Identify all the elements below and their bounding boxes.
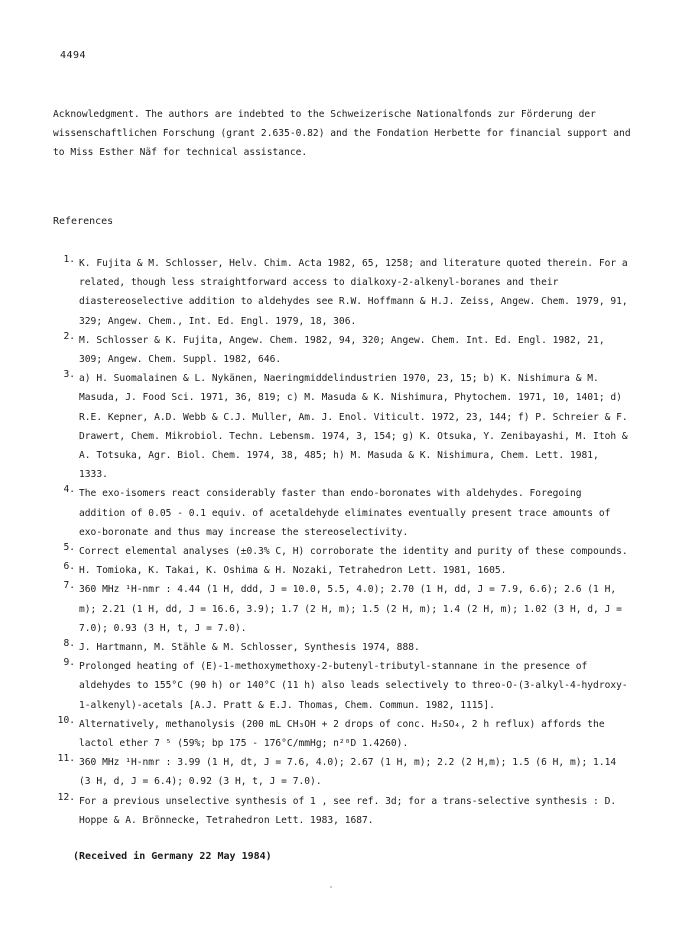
reference-number: 9. — [63, 657, 75, 669]
reference-item — [53, 638, 633, 657]
reference-text: H. Tomioka, K. Takai, K. Oshima & H. Nozaki, Tetrahedron Lett. 1981, 1605. — [79, 565, 507, 577]
reference-number: 10. — [57, 714, 75, 726]
reference-number: 11. — [57, 753, 75, 765]
reference-text: K. Fujita & M. Schlosser, Helv. Chim. Acta 1982, 65, 1258; and literature quoted therein. For a related, though less straightforward access to dialkoxy-2-alkenyl-boranes and their diastereoselective addition to aldehydes see R.W. Hoffmann & H.J. Zeiss, Angew. Chem. 1979, 91, 329; Angew. Chem., Int. Ed. Engl. 1979, 18, 306. — [79, 258, 628, 327]
reference-text: a) H. Suomalainen & L. Nykänen, Naeringmiddelindustrien 1970, 23, 15; b) K. Nishimura & M. Masuda, J. Food Sci. 1971, 36, 819; c) M. Masuda & K. Nishimura, Phytochem. 1971, 10, 1401; d) R.E. Kepner, A.D. Webb & C.J. Muller, Am. J. Enol. Viticult. 1972, 23, 144; f) P. Schreier & F. Drawert, Chem. Mikrobiol. Techn. Lebensm. 1974, 3, 154; g) K. Otsuka, Y. Zenibayashi, M. Itoh & A. Totsuka, Agr. Biol. Chem. 1974, 38, 485; h) M. Masuda & K. Nishimura, Chem. Lett. 1981, 1333. — [79, 373, 628, 481]
reference-text: Alternatively, methanolysis (200 mL CH₃OH + 2 drops of conc. H₂SO₄, 2 h reflux) affords the lactol ether 7 ⁵ (59%; bp 175 - 176°C/mmHg; n²⁰D 1.4260). — [79, 718, 605, 750]
reference-number: 5. — [63, 542, 75, 554]
reference-item — [53, 753, 633, 791]
reference-number: 12. — [57, 791, 75, 803]
reference-item — [53, 715, 633, 753]
reference-item — [53, 580, 633, 638]
reference-number: 7. — [63, 580, 75, 592]
reference-number: 4. — [63, 484, 75, 496]
reference-item — [53, 484, 633, 542]
reference-text: 360 MHz ¹H-nmr : 4.44 (1 H, ddd, J = 10.0, 5.5, 4.0); 2.70 (1 H, dd, J = 7.9, 6.6); 2.6 (1 H, m); 2.21 (1 H, dd, J = 16.6, 3.9); 1.7 (2 H, m); 1.5 (2 H, m); 1.4 (2 H, m); 1.02 (3 H, d, J = 7.0); 0.93 (3 H, t, J = 7.0). — [79, 584, 622, 634]
reference-item — [53, 792, 633, 830]
reference-text: For a previous unselective synthesis of 1 , see ref. 3d; for a trans-selective synthesis : D. Hoppe & A. Brönnecke, Tetrahedron Lett. 1983, 1687. — [79, 795, 617, 826]
page-number: 4494 — [60, 50, 87, 61]
reference-number: 3. — [63, 369, 75, 381]
reference-item — [53, 369, 633, 484]
acknowledgment-text: Acknowledgment. The authors are indebted to the Schweizerische Nationalfonds zur Förderung der wissenschaftlichen Forschung (grant 2.635-0.82) and the Fondation Herbette for financial support and to Miss Esther Näf for technical assistance. — [53, 109, 631, 158]
received-date: (Received in Germany 22 May 1984) — [73, 851, 272, 862]
reference-text: Correct elemental analyses (±0.3% C, H) corroborate the identity and purity of these compounds. — [79, 546, 628, 558]
reference-item — [53, 542, 633, 561]
reference-text: M. Schlosser & K. Fujita, Angew. Chem. 1982, 94, 320; Angew. Chem. Int. Ed. Engl. 1982, 21, 309; Angew. Chem. Suppl. 1982, 646. — [79, 334, 605, 366]
reference-text: 360 MHz ¹H-nmr : 3.99 (1 H, dt, J = 7.6, 4.0); 2.67 (1 H, m); 2.2 (2 H,m); 1.5 (6 H, m); 1.14 (3 H, d, J = 6.4); 0.92 (3 H, t, J = 7.0). — [79, 757, 617, 788]
reference-number: 1. — [63, 254, 75, 265]
scan-speck — [330, 886, 332, 888]
reference-text: J. Hartmann, M. Stähle & M. Schlosser, Synthesis 1974, 888. — [79, 642, 420, 654]
reference-item — [53, 561, 633, 580]
reference-text: The exo-isomers react considerably faster than endo-boronates with aldehydes. Foregoing addition of 0.05 - 0.1 equiv. of acetaldehyde eliminates eventually present trace amounts of exo-boronate and thus may increase the stereoselectivity. — [79, 488, 611, 538]
references-heading: References — [53, 216, 114, 227]
reference-number: 8. — [63, 638, 75, 650]
reference-text: Prolonged heating of (E)-1-methoxymethoxy-2-butenyl-tributyl-stannane in the presence of aldehydes to 155°C (90 h) or 140°C (11 h) also leads selectively to threo-O-(3-alkyl-4-hydroxy-1-alkenyl)-acetals [A.J. Pratt & E.J. Thomas, Chem. Commun. 1982, 1115]. — [79, 661, 628, 711]
references-list — [53, 254, 633, 830]
acknowledgment — [53, 105, 633, 162]
reference-item — [53, 331, 633, 369]
reference-number: 6. — [63, 561, 75, 573]
reference-item — [53, 657, 633, 715]
reference-item — [53, 254, 633, 331]
reference-number: 2. — [63, 330, 75, 342]
